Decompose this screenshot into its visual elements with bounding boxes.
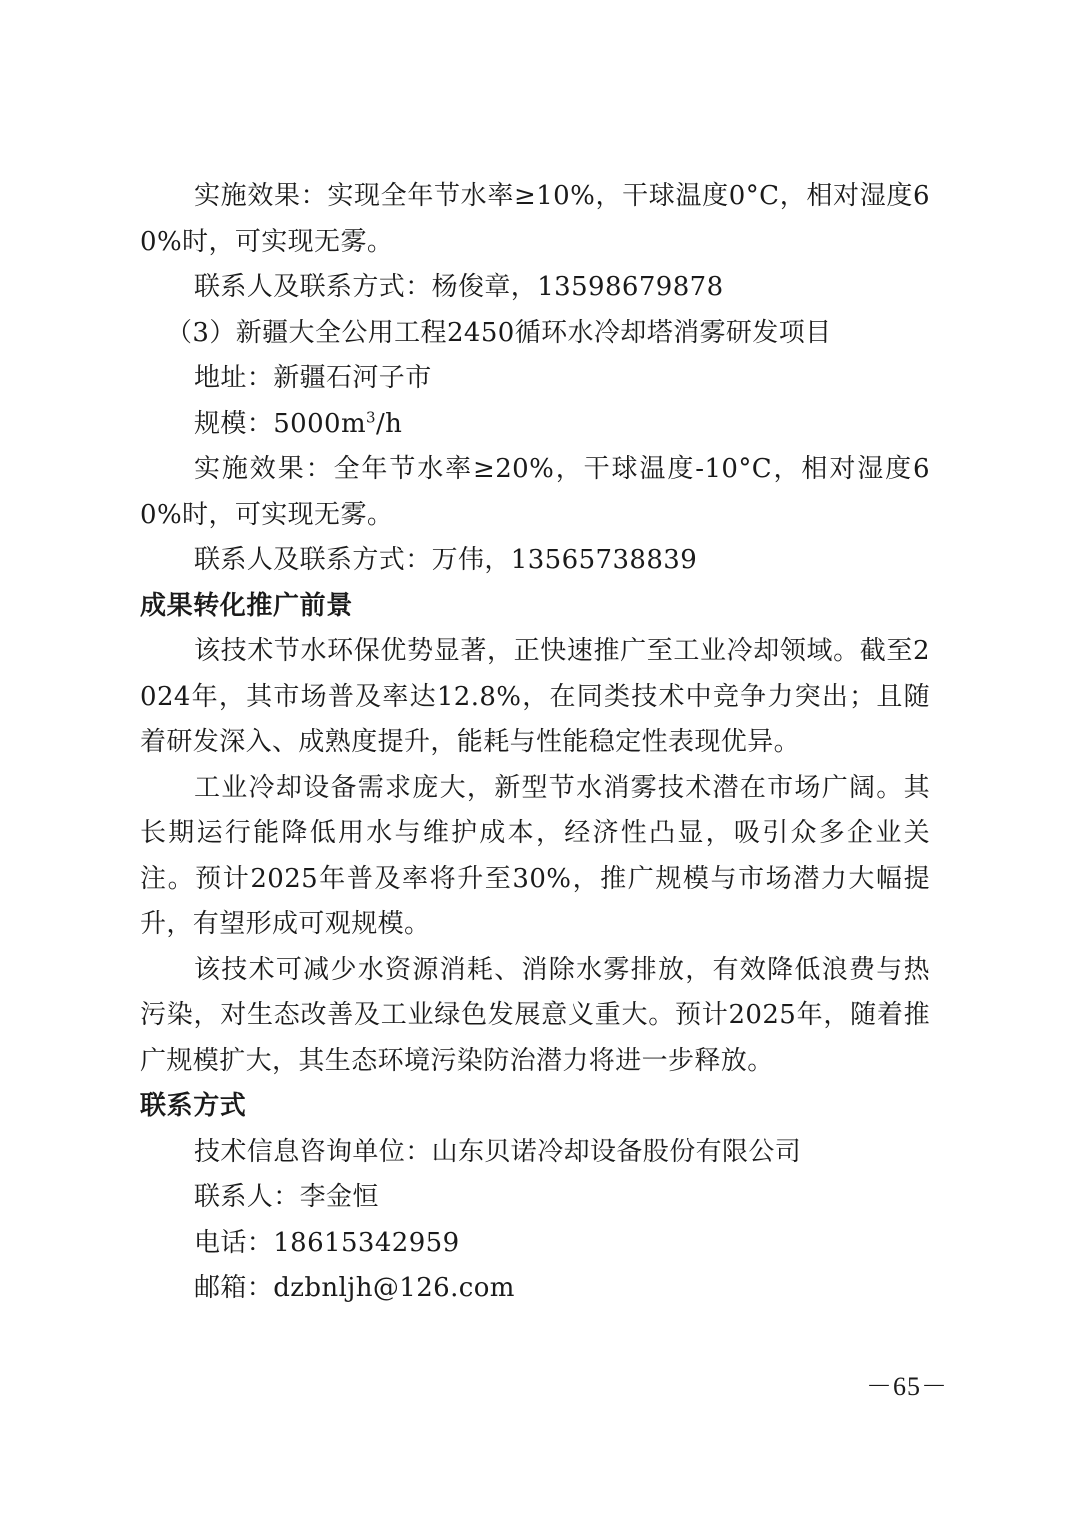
project-2-effect: 实施效果：实现全年节水率≥10%，干球温度0°C，相对湿度60%时，可实现无雾。 xyxy=(140,181,930,257)
project-3-contact: 联系人及联系方式：万伟，13565738839 xyxy=(194,545,698,575)
prospect-paragraph-2: 工业冷却设备需求庞大，新型节水消雾技术潜在市场广阔。其长期运行能降低用水与维护成本，经济性凸显，吸引众多企业关注。预计2025年普及率将升至30%，推广规模与市场潜力大幅提升，有望形成可观规模。 xyxy=(140,772,930,939)
prospect-heading: 成果转化推广前景 xyxy=(140,590,353,621)
contact-person: 联系人：李金恒 xyxy=(194,1182,379,1212)
project-3-effect: 实施效果：全年节水率≥20%，干球温度-10°C，相对湿度60%时，可实现无雾。 xyxy=(140,454,930,530)
contact-phone: 电话：18615342959 xyxy=(194,1227,460,1258)
prospect-paragraph-3: 该技术可减少水资源消耗、消除水雾排放，有效降低浪费与热污染，对生态改善及工业绿色发展意义重大。预计2025年，随着推广规模扩大，其生态环境污染防治潜力将进一步释放。 xyxy=(140,954,930,1076)
contact-email: 邮箱：dzbnljh@126.com xyxy=(194,1273,515,1303)
contact-heading: 联系方式 xyxy=(140,1091,247,1121)
project-3-address: 地址：新疆石河子市 xyxy=(194,363,432,393)
page-number: －65－ xyxy=(866,1372,949,1401)
page-content xyxy=(140,174,930,1312)
project-3-scale-superscript: 3 xyxy=(366,407,376,426)
project-3-scale-prefix: 规模：5000m xyxy=(194,408,367,439)
contact-unit: 技术信息咨询单位：山东贝诺冷却设备股份有限公司 xyxy=(194,1136,802,1167)
project-2-contact: 联系人及联系方式：杨俊章，13598679878 xyxy=(194,272,724,302)
prospect-paragraph-1: 该技术节水环保优势显著，正快速推广至工业冷却领域。截至2024年，其市场普及率达12.8%，在同类技术中竞争力突出；且随着研发深入、成熟度提升，能耗与性能稳定性表现优异。 xyxy=(140,636,930,757)
project-3-title: （3）新疆大全公用工程2450循环水冷却塔消雾研发项目 xyxy=(166,317,832,348)
project-3-scale-suffix: /h xyxy=(375,408,403,439)
project-3-scale xyxy=(140,402,930,448)
